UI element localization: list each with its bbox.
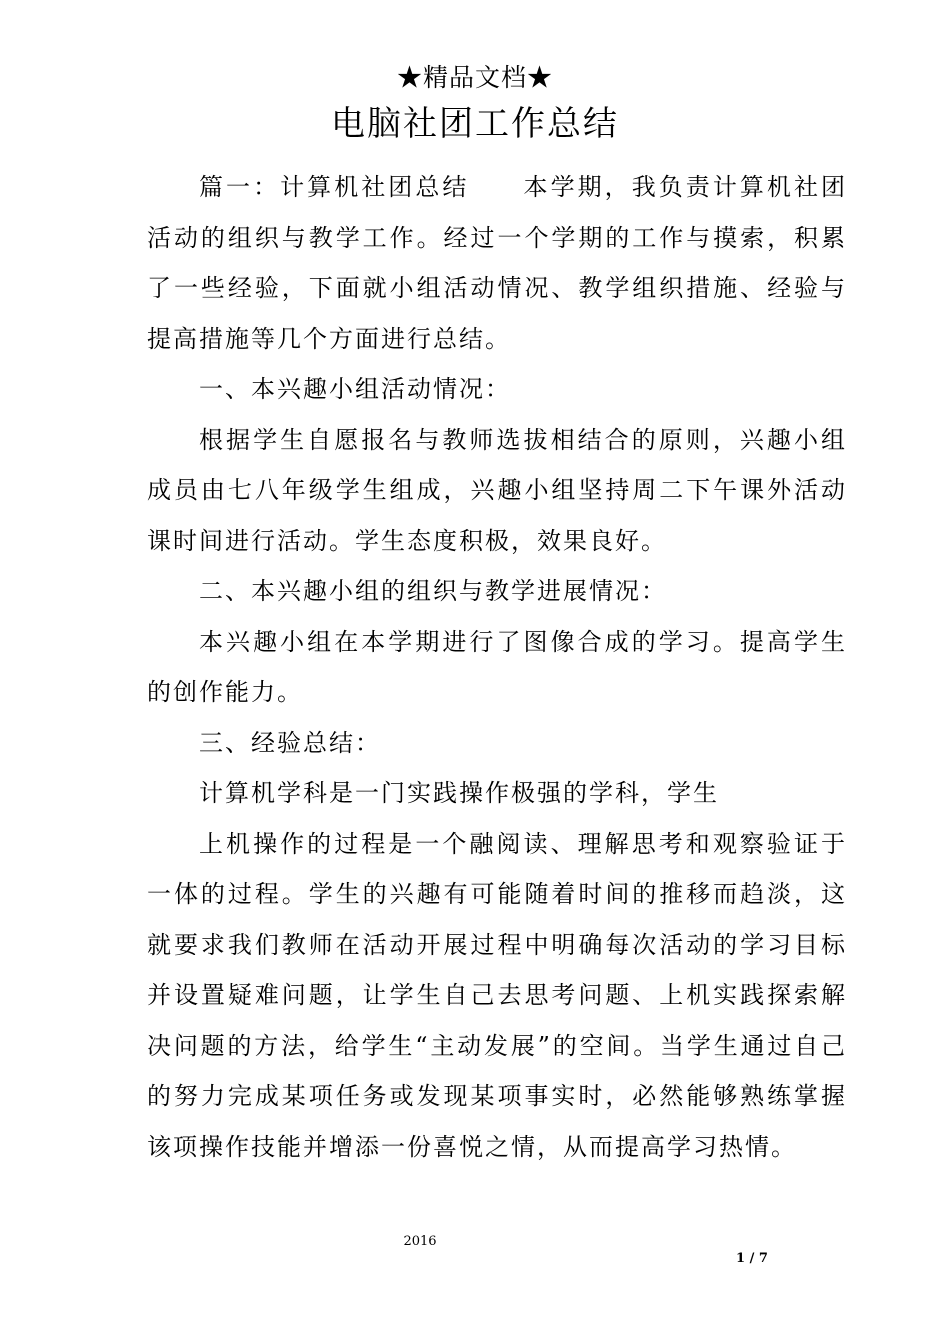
section-heading-experience: 三、经验总结： — [199, 728, 381, 757]
page-indicator: 1 / 7 — [736, 1251, 768, 1266]
paragraph-organization: 本兴趣小组在本学期进行了图像合成的学习。提高学生的创作能力。 — [147, 627, 847, 706]
section-heading-organization: 二、本兴趣小组的组织与教学进展情况： — [199, 577, 667, 605]
document-body — [147, 162, 847, 1172]
paragraph-activities: 根据学生自愿报名与教师选拔相结合的原则，兴趣小组成员由七八年级学生组成，兴趣小组坚持周二下午课外活动课时间进行活动。学生态度积极，效果良好。 — [147, 425, 847, 555]
header-badge: ★精品文档★ — [396, 63, 553, 92]
paragraph-intro: 篇一：计算机社团总结 本学期，我负责计算机社团活动的组织与教学工作。经过一个学期的工作与摸索，积累了一些经验，下面就小组活动情况、教学组织措施、经验与提高措施等几个方面进行总结。 — [147, 173, 847, 353]
section-heading-activities: 一、本兴趣小组活动情况： — [199, 375, 511, 403]
paragraph-experience-lead: 计算机学科是一门实践操作极强的学科，学生 — [199, 779, 719, 807]
paragraph-experience-body: 上机操作的过程是一个融阅读、理解思考和观察验证于一体的过程。学生的兴趣有可能随着时间的推移而趋淡，这就要求我们教师在活动开展过程中明确每次活动的学习目标并设置疑难问题，让学生自己去思考问题、上机实践探索解决问题的方法，给学生“主动发展”的空间。当学生通过自己的努力完成某项任务或发现某项事实时，必然能够熟练掌握该项操作技能并增添一份喜悦之情，从而提高学习热情。 — [147, 829, 847, 1161]
footer-year: 2016 — [403, 1234, 437, 1249]
document-title: 电脑社团工作总结 — [331, 104, 619, 144]
